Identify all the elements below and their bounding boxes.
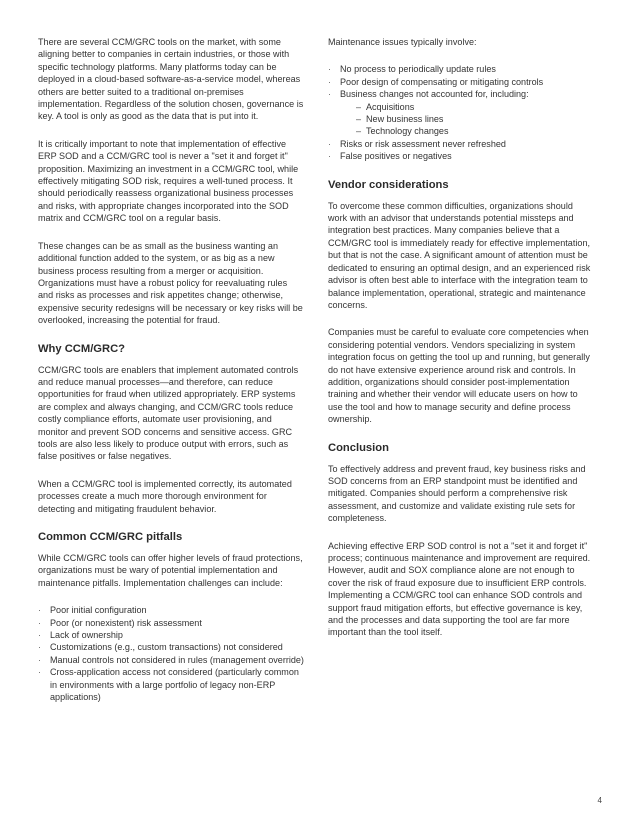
maintenance-issues-list <box>328 63 594 162</box>
list-item: · Manual controls not considered in rules (management override) <box>38 654 304 666</box>
page-number: 4 <box>597 796 602 805</box>
right-column <box>328 36 594 654</box>
sublist-item: – New business lines <box>356 113 594 125</box>
list-item: · Cross-application access not considered (particularly common in environments with a large portfolio of legacy non-ERP applications) <box>38 666 304 703</box>
list-item: · Poor initial configuration <box>38 604 304 616</box>
paragraph-conclusion-governance: Achieving effective ERP SOD control is not a "set it and forget it" process; continuous maintenance and improvement are required. However, audit and SOX compliance alone are not enough to cover the risk of fraud exposure due to insufficient ERP controls. Implementing a CCM/GRC tool can enhance SOD controls and support fraud mitigation efforts, but effective governance is key, and the processes and data supporting the tool are far more important than the tool itself. <box>328 540 591 638</box>
pitfalls-list <box>38 604 304 703</box>
paragraph-ccm-tools-market: There are several CCM/GRC tools on the market, with some aligning better to companies in certain industries, or those with specific technology platforms. Many platforms today can be deployed in a cloud-based software-as-a-service model, whereas others are better suited to a traditional on-premises implementation. Regardless of the solution chosen, governance is key. A tool is only as good as the data that is put into it. <box>38 37 304 122</box>
paragraph-ccm-enablers: CCM/GRC tools are enablers that implement automated controls and reduce manual processes—and therefore, can reduce opportunities for fraud when utilized appropriately. ERP systems are complex and always changing, and CCM/GRC tools reduce costly compliance efforts, automate user provisioning, and monitor and prevent SOD concerns and sensitive access. GRC tools are also less likely to produce output with errors, such as false positives or false negatives. <box>38 364 299 462</box>
list-item-label: Business changes not accounted for, including: <box>340 89 529 100</box>
sublist-item: – Acquisitions <box>356 101 594 113</box>
list-item: · Customizations (e.g., custom transactions) not considered <box>38 641 304 653</box>
list-item: · No process to periodically update rules <box>328 63 594 75</box>
paragraph-conclusion-risk: To effectively address and prevent fraud, key business risks and SOD concerns from an ERP standpoint must be identified and mitigated. Companies should perform a comprehensive risk assessment, and customize and validate existing rule sets for completeness. <box>328 463 586 524</box>
paragraph-correct-implementation: When a CCM/GRC tool is implemented correctly, its automated processes create a much more thorough environment for detecting and mitigating fraudulent behavior. <box>38 478 292 514</box>
paragraph-maintenance-intro: Maintenance issues typically involve: <box>328 37 477 47</box>
heading-conclusion: Conclusion <box>328 441 389 454</box>
heading-why-ccm-grc: Why CCM/GRC? <box>38 342 126 355</box>
business-changes-sublist <box>340 101 594 138</box>
heading-common-pitfalls: Common CCM/GRC pitfalls <box>38 531 183 543</box>
paragraph-advisor: To overcome these common difficulties, organizations should work with an advisor that understands potential missteps and integration best practices. Many companies believe that a CCM/GRC tool is immediately ready for effective implementation, but that is not the case. A significant amount of attention must be dedicated to ensuring an optimal design, and an experienced risk advisor is often best able to interface with the integration team to balance implementation, operational, strategic and maintenance concerns. <box>328 200 591 310</box>
paragraph-business-changes: These changes can be as small as the business wanting an additional function added to the system, or as big as a new business process resulting from a merger or acquisition. Organizations must have a robust policy for reevaluating rules and risks as processes and risk appetites change; otherwise, expensive security redesigns will be necessary or key risks will be overlooked, increasing the potential for fraud. <box>38 240 303 326</box>
list-item-business-changes <box>328 88 594 138</box>
list-item: · Lack of ownership <box>38 629 304 641</box>
paragraph-pitfalls-intro: While CCM/GRC tools can offer higher levels of fraud protections, organizations must be wary of potential implementation and maintenance pitfalls. Implementation challenges can include: <box>38 553 303 588</box>
list-item: · Poor design of compensating or mitigating controls <box>328 76 594 88</box>
paragraph-core-competencies: Companies must be careful to evaluate core competencies when considering potential vendors. Vendors specializing in system integration focus on getting the tool up and running, but generally do not have extensive experience around risk and controls. In addition, organizations should consider post-implementation training and whether their vendor will educate users on how to use the tool and how to manage security and define process ownership. <box>328 327 590 425</box>
heading-vendor-considerations: Vendor considerations <box>328 178 449 191</box>
list-item: · Risks or risk assessment never refreshed <box>328 138 594 150</box>
left-column <box>38 36 304 718</box>
sublist-item: – Technology changes <box>356 125 594 137</box>
paragraph-set-and-forget: It is critically important to note that implementation of effective ERP SOD and a CCM/GRC tool is never a "set it and forget it" proposition. Maximizing an investment in a CCM/GRC tool, while effectively mitigating SOD risk, requires a well-tuned process. It should periodically reassess organizational business processes and risks, with appropriate changes incorporated into the SOD matrix and CCM/GRC tool on a regular basis. <box>38 138 299 224</box>
list-item: · Poor (or nonexistent) risk assessment <box>38 617 304 629</box>
list-item: · False positives or negatives <box>328 150 594 162</box>
